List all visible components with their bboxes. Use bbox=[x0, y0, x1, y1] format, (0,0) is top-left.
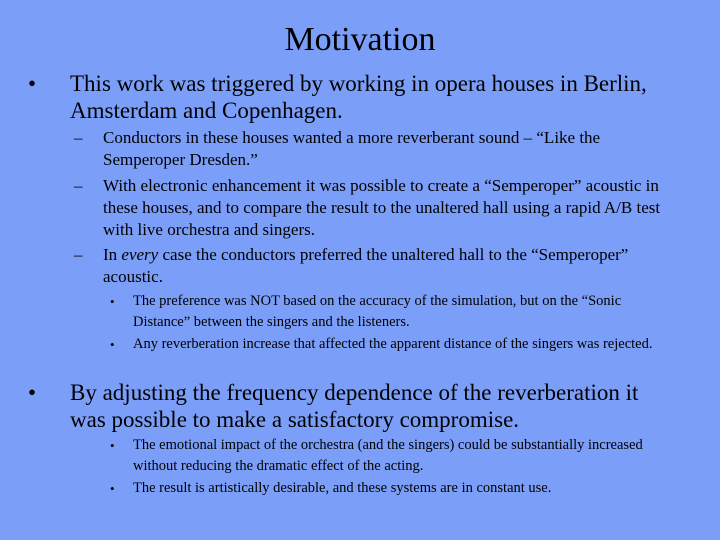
sub-bullet-electronic-enhancement bbox=[74, 175, 681, 241]
bullet-icon: • bbox=[28, 71, 37, 96]
bullet-frequency-dependence bbox=[28, 379, 675, 433]
bullet-icon: • bbox=[110, 481, 115, 496]
bullet-text: This work was triggered by working in opera houses in Berlin, Amsterdam and Copenhagen. bbox=[70, 71, 647, 123]
bullet-text-after: case the conductors preferred the unaltered hall to the “Semperoper” acoustic. bbox=[103, 245, 629, 286]
bullet-text: The emotional impact of the orchestra (and the singers) could be substantially increased without reducing the dramatic effect of the acting. bbox=[133, 437, 643, 474]
bullet-text: The preference was NOT based on the accuracy of the simulation, but on the “Sonic Distance” between the singers and the listeners. bbox=[133, 293, 622, 330]
bullet-text-before: In bbox=[103, 245, 122, 264]
bullet-icon: • bbox=[110, 438, 115, 453]
bullet-icon: • bbox=[110, 337, 115, 352]
bullet-opera-houses bbox=[28, 70, 690, 124]
sub-sub-bullet-preference bbox=[110, 291, 673, 333]
dash-icon: – bbox=[74, 245, 83, 264]
bullet-icon: • bbox=[28, 380, 37, 405]
slide-title: Motivation bbox=[284, 21, 436, 58]
bullet-text: The result is artistically desirable, and these systems are in constant use. bbox=[133, 480, 552, 496]
dash-icon: – bbox=[74, 176, 83, 195]
sub-sub-bullet-reverberation-increase bbox=[110, 334, 653, 355]
sub-sub-bullet-emotional-impact bbox=[110, 435, 678, 477]
sub-bullet-conductors bbox=[74, 127, 678, 171]
bullet-text: Conductors in these houses wanted a more reverberant sound – “Like the Semperoper Dresden.” bbox=[103, 128, 601, 169]
sub-bullet-every-case bbox=[74, 244, 678, 288]
bullet-emphasis: every bbox=[121, 245, 159, 264]
bullet-text: By adjusting the frequency dependence of the reverberation it was possible to make a satisfactory compromise. bbox=[70, 380, 639, 432]
sub-sub-bullet-result bbox=[110, 478, 693, 499]
bullet-text: Any reverberation increase that affected the apparent distance of the singers was rejected. bbox=[133, 336, 653, 352]
bullet-text: With electronic enhancement it was possible to create a “Semperoper” acoustic in these houses, and to compare the result to the unaltered hall using a rapid A/B test with live orchestra and singers. bbox=[103, 176, 661, 239]
dash-icon: – bbox=[74, 128, 83, 147]
bullet-icon: • bbox=[110, 294, 115, 309]
